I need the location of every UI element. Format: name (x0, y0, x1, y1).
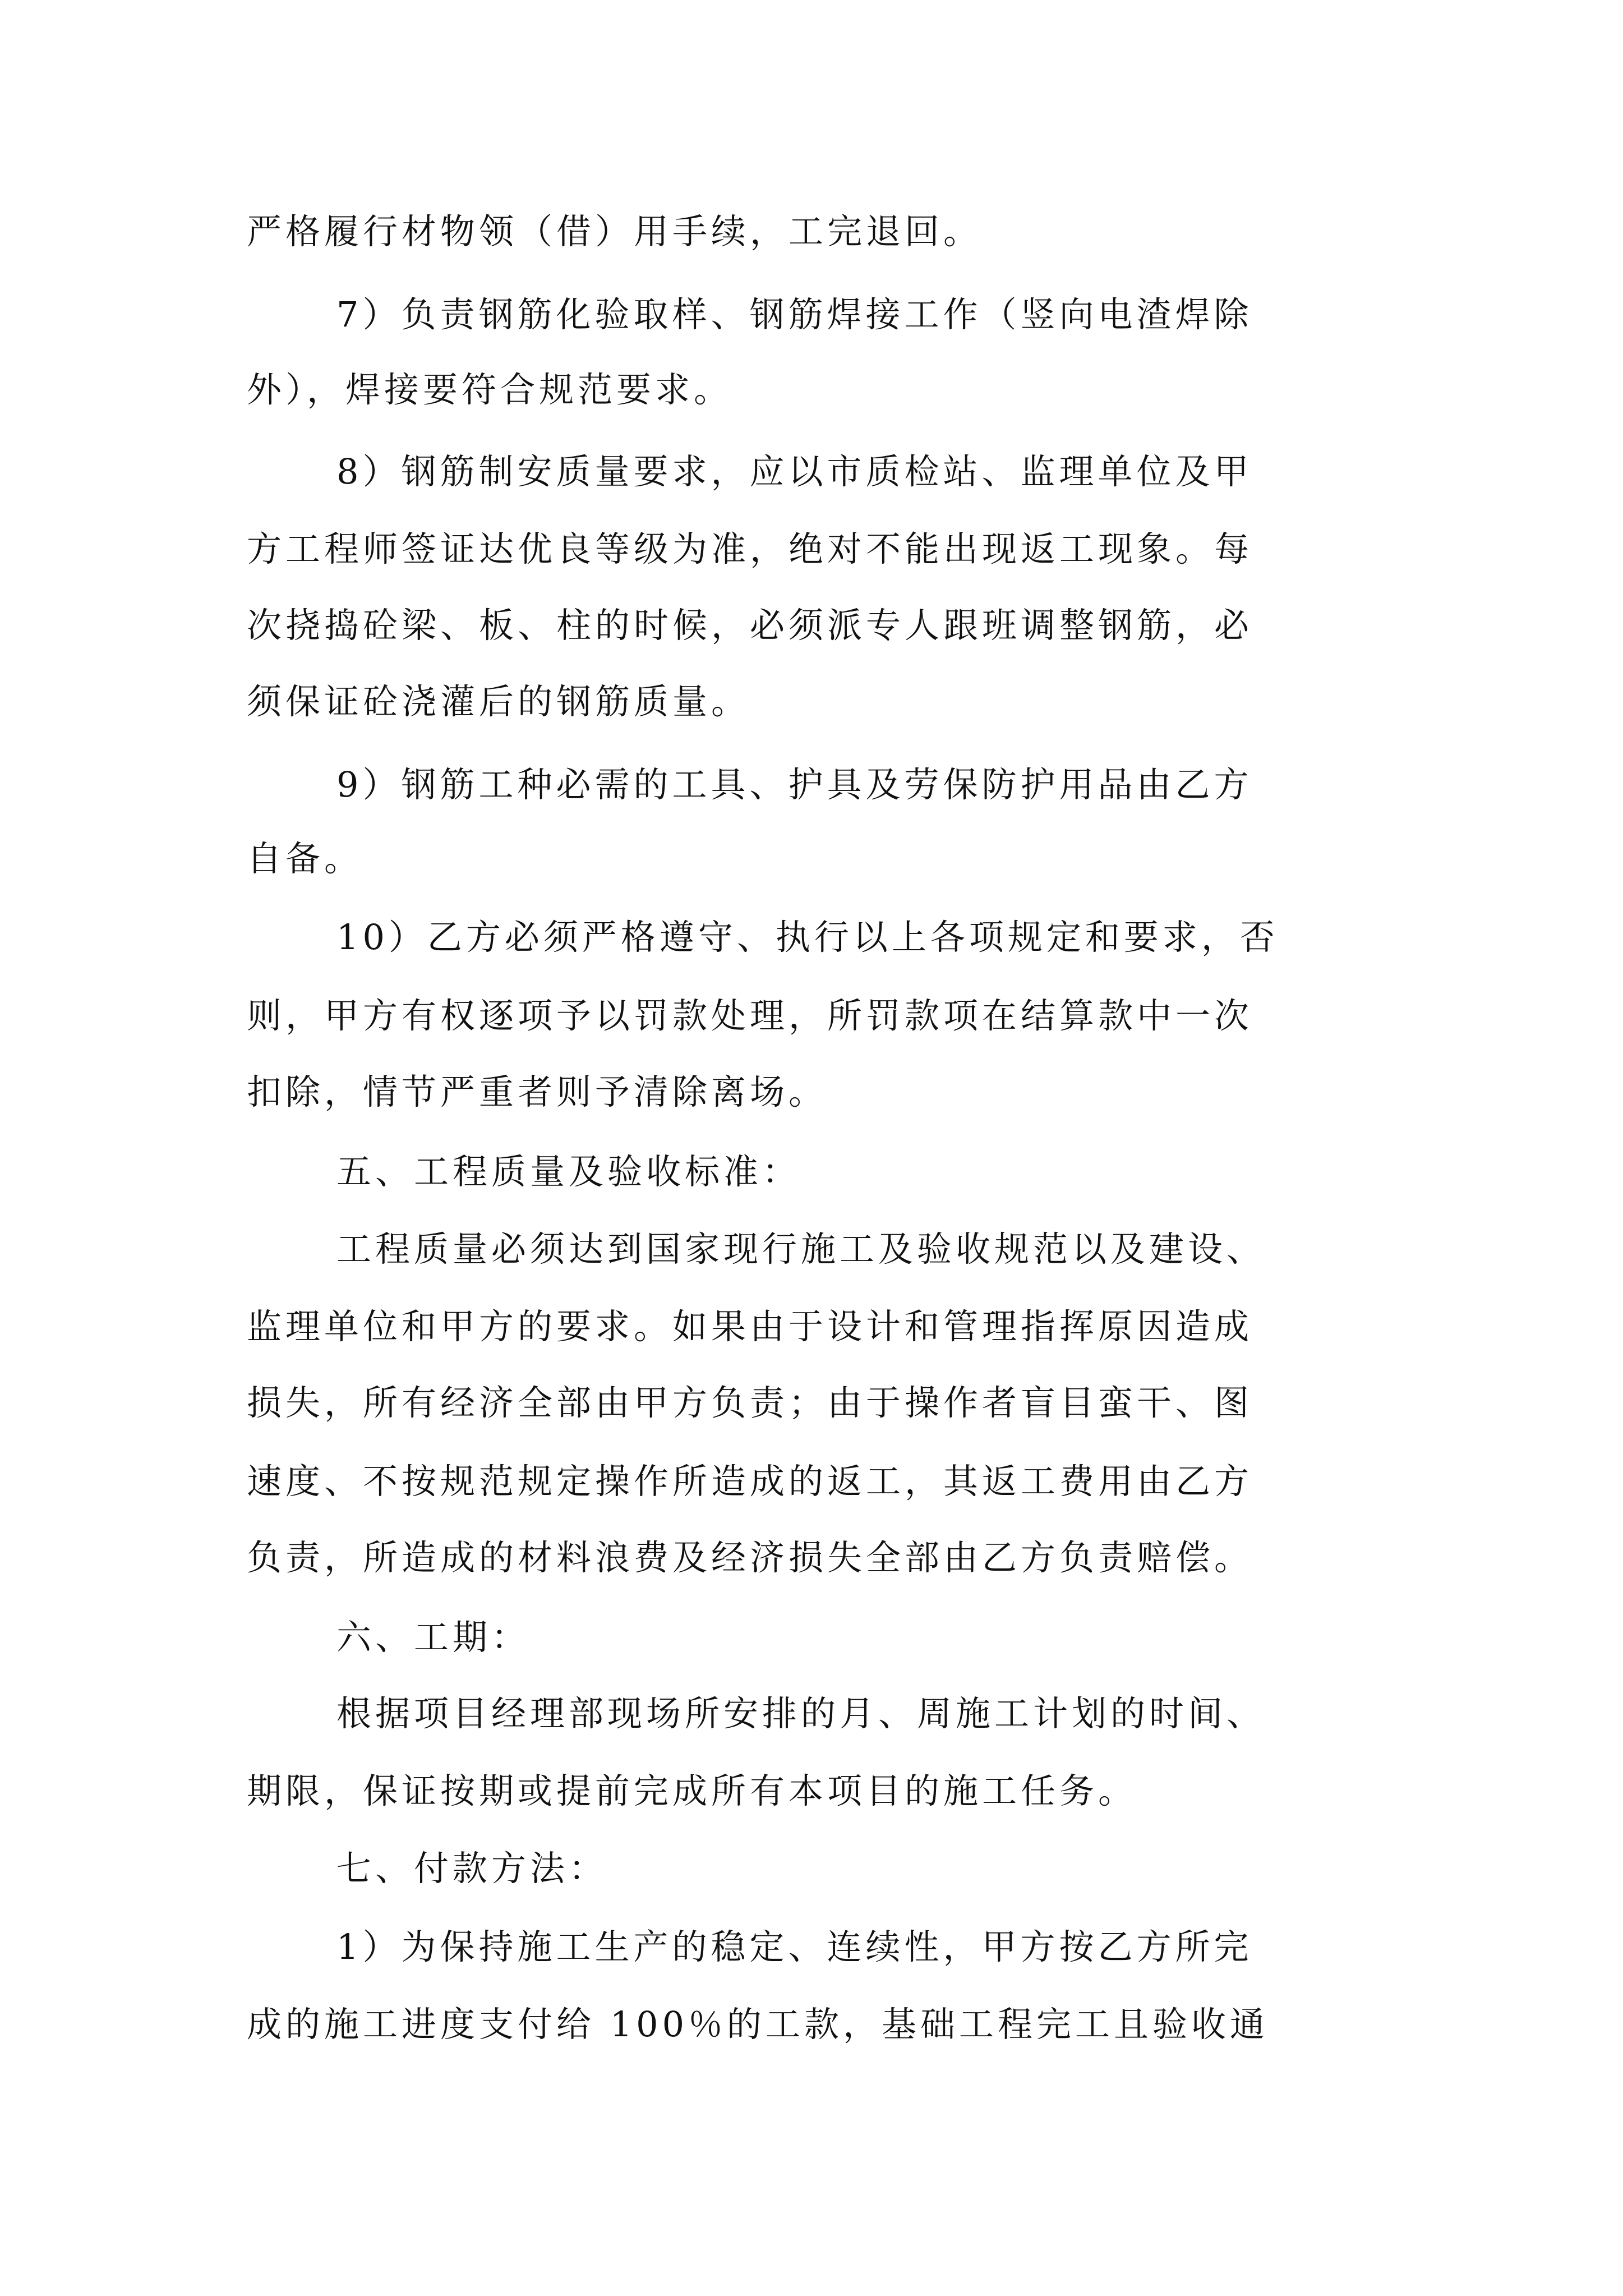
section-heading: 五、工程质量及验收标准： (336, 1151, 801, 1192)
text-line: 监理单位和甲方的要求。如果由于设计和管理指挥原因造成 (247, 1306, 1253, 1347)
section-heading: 六、工期： (336, 1617, 531, 1658)
text-line: 7）负责钢筋化验取样、钢筋焊接工作（竖向电渣焊除 (336, 294, 1253, 335)
text-line: 9）钢筋工种必需的工具、护具及劳保防护用品由乙方 (336, 764, 1253, 805)
text-line: 须保证砼浇灌后的钢筋质量。 (247, 681, 750, 722)
section-heading: 七、付款方法： (336, 1848, 608, 1889)
text-line: 期限，保证按期或提前完成所有本项目的施工任务。 (247, 1770, 1137, 1811)
text-line: 速度、不按规范规定操作所造成的返工，其返工费用由乙方 (247, 1461, 1253, 1502)
text-line: 10）乙方必须严格遵守、执行以上各项规定和要求，否 (336, 917, 1279, 958)
text-line: 扣除，情节严重者则予清除离场。 (247, 1071, 828, 1112)
text-line: 自备。 (247, 838, 363, 879)
text-line: 1）为保持施工生产的稳定、连续性，甲方按乙方所完 (336, 1926, 1253, 1967)
text-line: 负责，所造成的材料浪费及经济损失全部由乙方负责赔偿。 (247, 1537, 1253, 1578)
text-line: 外），焊接要符合规范要求。 (247, 369, 733, 410)
text-line: 损失，所有经济全部由甲方负责；由于操作者盲目蛮干、图 (247, 1382, 1253, 1423)
text-line: 方工程师签证达优良等级为准，绝对不能出现返工现象。每 (247, 528, 1253, 569)
text-line: 则，甲方有权逐项予以罚款处理，所罚款项在结算款中一次 (247, 995, 1253, 1036)
text-line: 工程质量必须达到国家现行施工及验收规范以及建设、 (336, 1228, 1266, 1269)
text-line: 8）钢筋制安质量要求，应以市质检站、监理单位及甲 (336, 451, 1253, 492)
text-line: 次挠捣砼梁、板、柱的时候，必须派专人跟班调整钢筋，必 (247, 605, 1253, 646)
text-line: 成的施工进度支付给 100％的工款，基础工程完工且验收通 (247, 2004, 1269, 2045)
text-line: 根据项目经理部现场所安排的月、周施工计划的时间、 (336, 1693, 1266, 1734)
text-line: 严格履行材物领（借）用手续，工完退回。 (247, 211, 983, 252)
